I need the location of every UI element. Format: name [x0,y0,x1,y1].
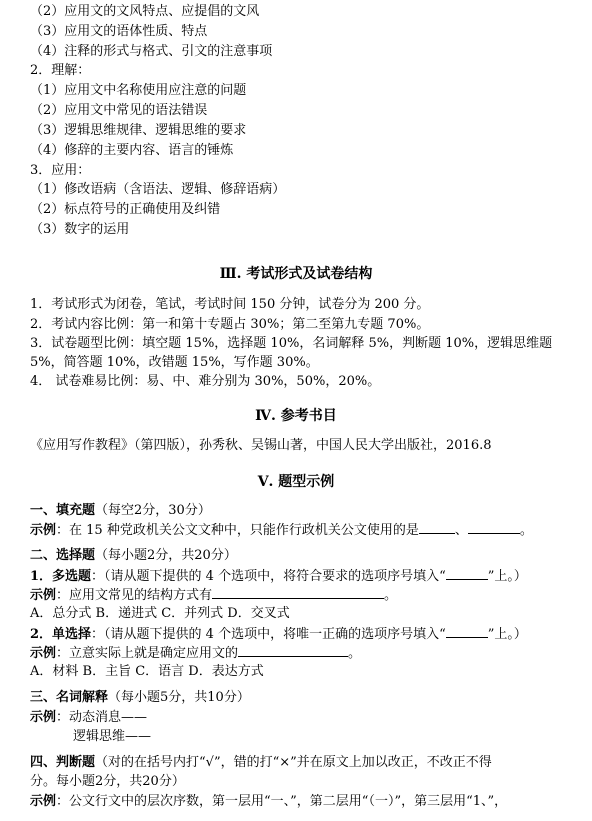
judge-head: 四、判断题 [30,755,96,770]
example-label: 示例 [30,710,57,725]
text-line: 3．试卷题型比例：填空题 15%，选择题 10%，名词解释 5%，判断题 10%，逻辑思维题 [30,336,553,351]
options-line: A．材料 B．主旨 C．语言 D．表达方式 [30,664,264,679]
example-text: ：在 15 种党政机关公文文种中，只能作行政机关公文使用的是 [56,523,419,538]
choice-note: （每小题2分，共20分） [95,548,237,563]
punct: 。 [348,646,362,661]
example-label: 示例 [30,588,57,603]
single-head: 2．单选择 [30,627,92,642]
separator: 、 [454,523,468,538]
text-line: 2．理解： [30,63,91,78]
text-line: 1．考试形式为闭卷，笔试，考试时间 150 分钟，试卷分为 200 分。 [30,297,430,312]
question-heading [30,546,237,565]
punct: 。 [384,588,398,603]
example-line [30,643,361,663]
example-text: ：应用文常见的结构方式有 [56,588,213,603]
question-heading [30,753,492,772]
example-label: 示例 [30,523,57,538]
text-line: （3）数字的运用 [30,222,130,237]
text-line: （1）修改语病（含语法、逻辑、修辞语病） [30,182,286,197]
answer-blank[interactable] [212,585,384,599]
multi-end: ”上。） [487,569,527,584]
text-line: 《应用写作教程》（第四版），孙秀秋、吴锡山著，中国人民大学出版社，2016.8 [30,438,492,453]
section-title: Ⅴ. 题型示例 [257,474,335,490]
text-line: （3）逻辑思维规律、逻辑思维的要求 [30,123,247,138]
text-line: （1）应用文中名称使用应注意的问题 [30,83,247,98]
single-text: ：（请从题下提供的 4 个选项中，将唯一正确的选项序号填入“ [91,627,446,642]
text-line: （3）应用文的语体性质、特点 [30,24,208,39]
multi-head: 1．多选题 [30,569,92,584]
multi-text: ：（请从题下提供的 4 个选项中，将符合要求的选项序号填入“ [91,569,446,584]
text-line: （2）标点符号的正确使用及纠错 [30,202,221,217]
answer-blank[interactable] [446,624,488,638]
term-head: 三、名词解释 [30,690,109,705]
text-line: （2）应用文的文风特点、应提倡的文风 [30,4,260,19]
example-line [30,585,397,605]
question-heading [30,688,250,707]
example-label: 示例 [30,794,57,809]
single-end: ”上。） [487,627,527,642]
text-line [30,566,527,586]
text-line: 3．应用： [30,163,91,178]
example-text: ：公文行文中的层次序数，第一层用“一、”，第二层用“（一）”，第三层用“1、”， [56,794,508,809]
example-line: 逻辑思维—— [73,729,152,744]
question-heading [30,501,211,520]
fill-head: 一、填充题 [30,503,96,518]
example-label: 示例 [30,646,57,661]
choice-head: 二、选择题 [30,548,96,563]
example-line [30,520,533,540]
judge-text: （对的在括号内打“√”，错的打“×”并在原文上加以改正，不改正不得 [95,755,492,770]
answer-blank[interactable] [419,520,455,534]
text-line: （4）注释的形式与格式、引文的注意事项 [30,44,273,59]
text-line: 分。每小题2分，共20分） [30,774,185,789]
text-line: 5%，简答题 10%，改错题 15%，写作题 30%。 [30,355,319,370]
section-title: Ⅳ. 参考书目 [255,408,337,424]
text-line: （2）应用文中常见的语法错误 [30,103,208,118]
answer-blank[interactable] [238,643,348,657]
text-line: （4）修辞的主要内容、语言的锤炼 [30,143,234,158]
answer-blank[interactable] [446,566,488,580]
text-line: 4． 试卷难易比例：易、中、难分别为 30%，50%，20%。 [30,374,381,389]
fill-note: （每空2分，30分） [95,503,211,518]
text-line: 2．考试内容比例：第一和第十专题占 30%；第二至第九专题 70%。 [30,317,430,332]
options-line: A．总分式 B．递进式 C．并列式 D．交叉式 [30,606,290,621]
answer-blank[interactable] [468,520,520,534]
example-text: ：动态消息—— [56,710,148,725]
term-note: （每小题5分，共10分） [108,690,250,705]
example-line [30,792,507,811]
text-line [30,624,527,644]
punct: 。 [519,523,533,538]
example-line [30,708,147,727]
example-text: ：立意实际上就是确定应用文的 [56,646,239,661]
section-title: Ⅲ. 考试形式及试卷结构 [219,266,373,282]
